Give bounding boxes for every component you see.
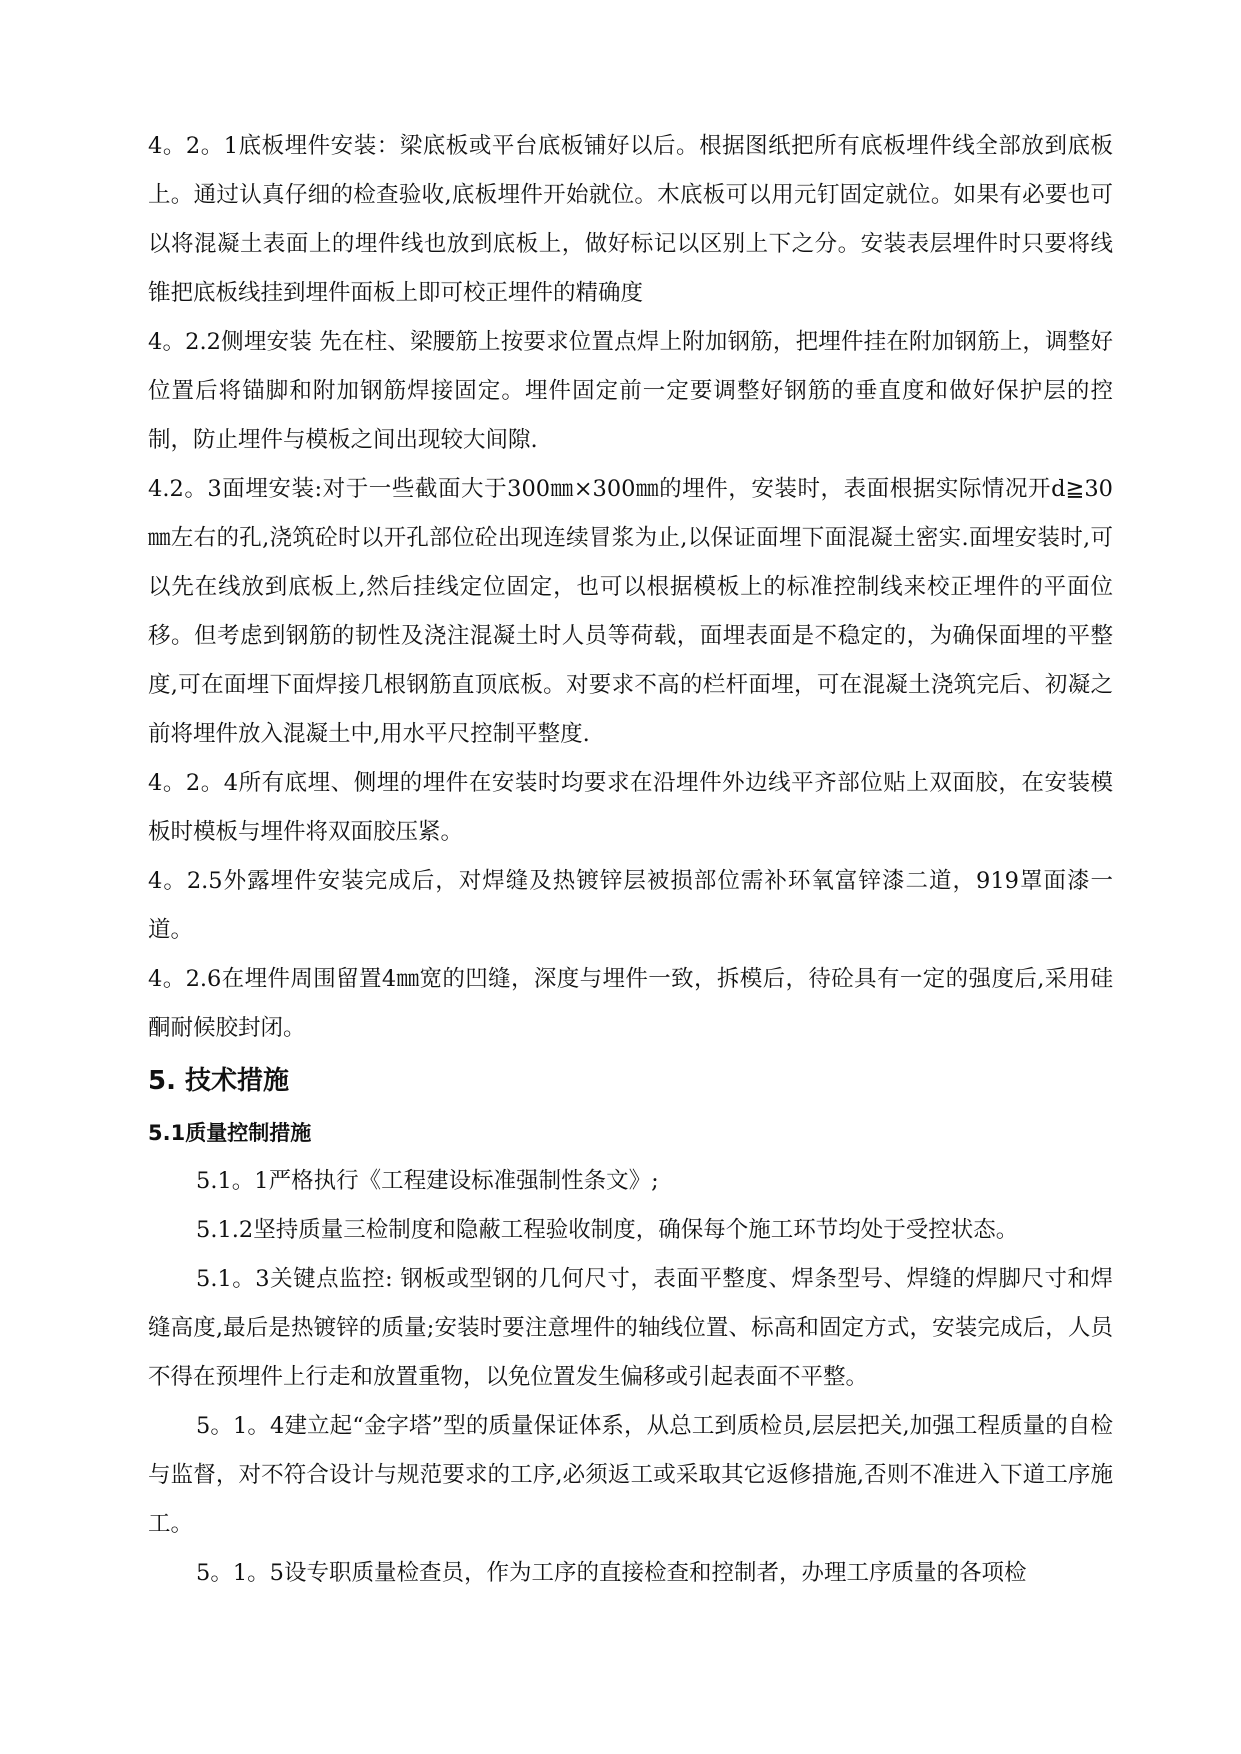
paragraph-5-1-4: 5。1。4建立起“金字塔”型的质量保证体系，从总工到质检员,层层把关,加强工程质量的自检与监督，对不符合设计与规范要求的工序,必须返工或采取其它返修措施,否则不准进入下道工序施工。 xyxy=(148,1413,1113,1537)
paragraph-4-2-3: 4.2。3面埋安装:对于一些截面大于300㎜×300㎜的埋件，安装时，表面根据实际情况开d≧30㎜左右的孔,浇筑砼时以开孔部位砼出现连续冒浆为止,以保证面埋下面混凝土密实.面埋安装时,可以先在线放到底板上,然后挂线定位固定，也可以根据模板上的标准控制线来校正埋件的平面位移。但考虑到钢筋的韧性及浇注混凝土时人员等荷载，面埋表面是不稳定的，为确保面埋的平整度,可在面埋下面焊接几根钢筋直顶底板。对要求不高的栏杆面埋，可在混凝土浇筑完后、初凝之前将埋件放入混凝土中,用水平尺控制平整度. xyxy=(148,476,1113,747)
paragraph-4-2-2: 4。2.2侧埋安装 先在柱、梁腰筋上按要求位置点焊上附加钢筋，把埋件挂在附加钢筋上，调整好位置后将锚脚和附加钢筋焊接固定。埋件固定前一定要调整好钢筋的垂直度和做好保护层的控制，防止埋件与模板之间出现较大间隙. xyxy=(148,329,1113,453)
paragraph-4-2-4: 4。2。4所有底埋、侧埋的埋件在安装时均要求在沿埋件外边线平齐部位贴上双面胶，在安装模板时模板与埋件将双面胶压紧。 xyxy=(148,770,1113,845)
paragraph-5-1-3: 5.1。3关键点监控: 钢板或型钢的几何尺寸，表面平整度、焊条型号、焊缝的焊脚尺寸和焊缝高度,最后是热镀锌的质量;安装时要注意埋件的轴线位置、标高和固定方式，安装完成后，人员不得在预埋件上行走和放置重物，以免位置发生偏移或引起表面不平整。 xyxy=(148,1266,1113,1390)
paragraph-5-1-2: 5.1.2坚持质量三检制度和隐蔽工程验收制度，确保每个施工环节均处于受控状态。 xyxy=(196,1217,1019,1243)
paragraph-4-2-6: 4。2.6在埋件周围留置4㎜宽的凹缝，深度与埋件一致，拆模后，待砼具有一定的强度后,采用硅酮耐候胶封闭。 xyxy=(148,966,1113,1041)
paragraph-5-1-1: 5.1。1严格执行《工程建设标准强制性条文》; xyxy=(196,1168,659,1194)
paragraph-4-2-1: 4。2。1底板埋件安装：梁底板或平台底板铺好以后。根据图纸把所有底板埋件线全部放到底板上。通过认真仔细的检查验收,底板埋件开始就位。木底板可以用元钉固定就位。如果有必要也可以将混凝土表面上的埋件线也放到底板上，做好标记以区别上下之分。安装表层埋件时只要将线锥把底板线挂到埋件面板上即可校正埋件的精确度 xyxy=(148,133,1113,306)
section-heading-5: 5. 技术措施 xyxy=(148,1066,290,1096)
paragraph-4-2-5: 4。2.5外露埋件安装完成后，对焊缝及热镀锌层被损部位需补环氧富锌漆二道，919罩面漆一道。 xyxy=(148,868,1113,943)
document-body xyxy=(148,122,1113,1598)
subsection-heading-5-1: 5.1质量控制措施 xyxy=(148,1121,312,1145)
paragraph-5-1-5: 5。1。5设专职质量检查员，作为工序的直接检查和控制者，办理工序质量的各项检 xyxy=(196,1560,1027,1586)
